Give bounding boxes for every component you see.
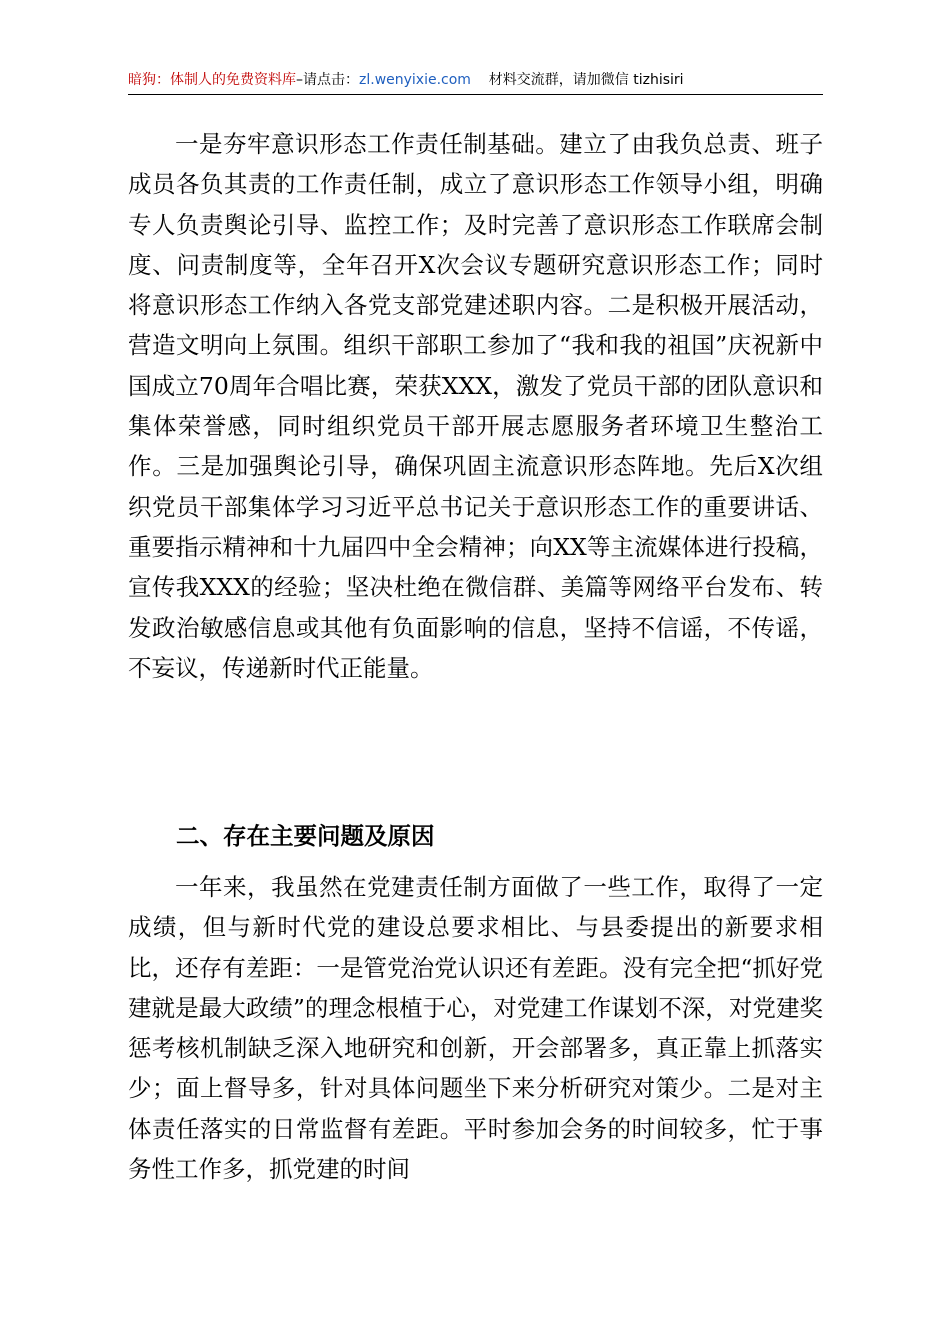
page-header: [128, 70, 823, 95]
section2-paragraph: 一年来，我虽然在党建责任制方面做了一些工作，取得了一定成绩，但与新时代党的建设总要求相比、与县委提出的新要求相比，还存有差距：一是管党治党认识还有差距。没有完全把“抓好党建就是最大政绩”的理念根植于心，对党建工作谋划不深，对党建奖惩考核机制缺乏深入地研究和创新，开会部署多，真正靠上抓落实少；面上督导多，针对具体问题坐下来分析研究对策少。二是对主体责任落实的日常监督有差距。平时参加会务的时间较多，忙于事务性工作多，抓党建的时间: [128, 873, 823, 1184]
header-brand: 暗狗：体制人的免费资料库: [128, 72, 296, 88]
section2-heading: 二、存在主要问题及原因: [176, 822, 435, 850]
section1-paragraph: 一是夯牢意识形态工作责任制基础。建立了由我负总责、班子成员各负其责的工作责任制，成立了意识形态工作领导小组，明确专人负责舆论引导、监控工作；及时完善了意识形态工作联席会制度、问责制度等，全年召开X次会议专题研究意识形态工作；同时将意识形态工作纳入各党支部党建述职内容。二是积极开展活动，营造文明向上氛围。组织干部职工参加了“我和我的祖国”庆祝新中国成立70周年合唱比赛，荣获XXX，激发了党员干部的团队意识和集体荣誉感，同时组织党员干部开展志愿服务者环境卫生整治工作。三是加强舆论引导，确保巩固主流意识形态阵地。先后X次组织党员干部集体学习习近平总书记关于意识形态工作的重要讲话、重要指示精神和十九届四中全会精神；向XX等主流媒体进行投稿，宣传我XXX的经验；坚决杜绝在微信群、美篇等网络平台发布、转发政治敏感信息或其他有负面影响的信息，坚持不信谣，不传谣，不妄议，传递新时代正能量。: [128, 130, 823, 682]
header-click-prompt: –请点击：: [296, 72, 359, 88]
header-url-link[interactable]: zl.wenyixie.com: [359, 72, 471, 88]
header-group-note: 材料交流群，请加微信 tizhisiri: [488, 72, 684, 88]
